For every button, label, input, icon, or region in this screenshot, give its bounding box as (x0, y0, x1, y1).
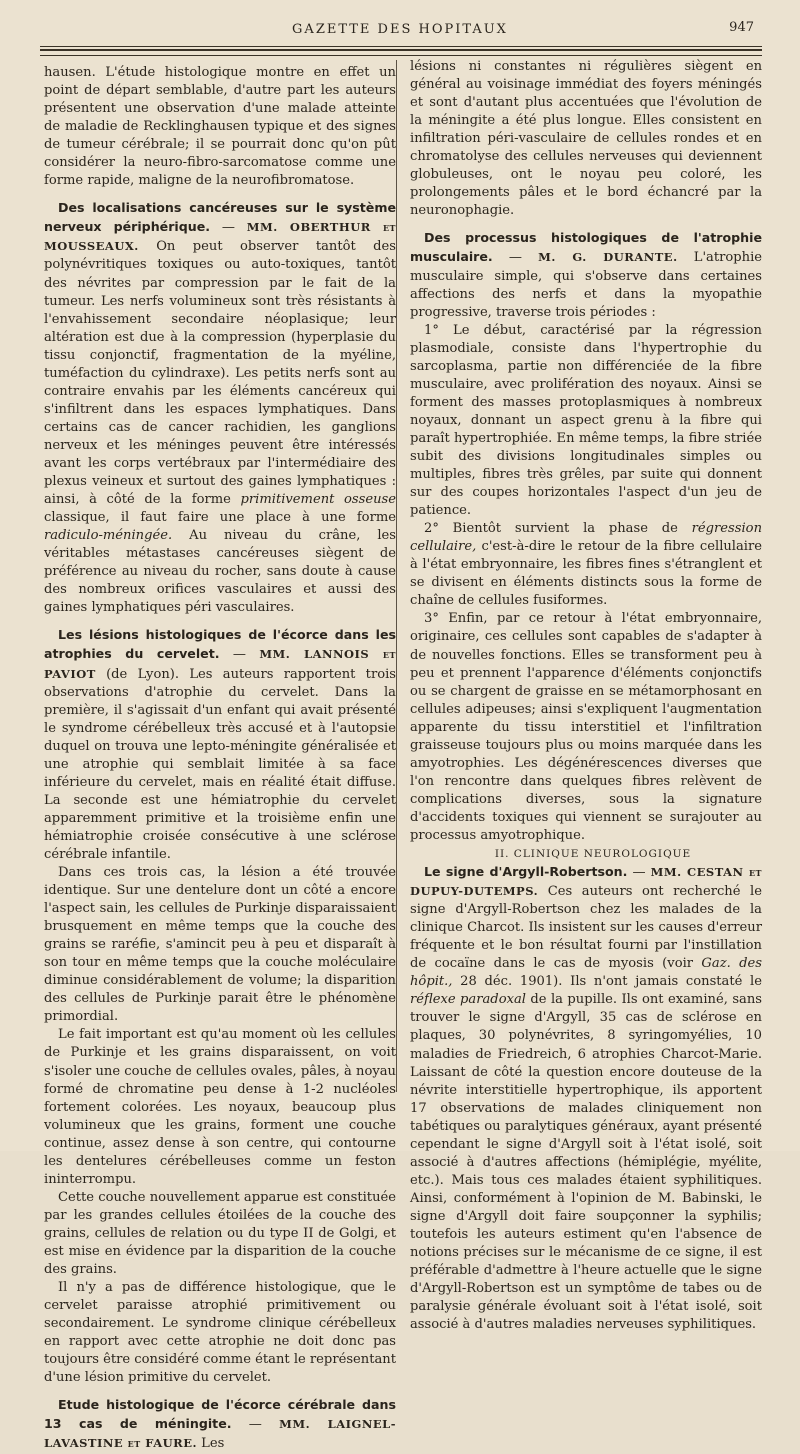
article-heading: Les lésions histologiques de l'écorce dans les atrophies du cervelet. (44, 627, 396, 662)
article-argyll-robertson: Le signe d'Argyll-Robertson. — MM. CESTAN et DUPUY-DUTEMPS. Ces auteurs ont recherché le signe d'Argyll-Robertson chez les malades de la clinique Charcot. Ils insistent sur les causes d'erreur fréquente et le bon résultat fourni par l'instillation de cocaïne dans le cas de myosis (voir Gaz. des hôpit., 28 déc. 1901). Ils n'ont jamais constaté le réflexe paradoxal de la pupille. Ils ont examiné, sans trouver le signe d'Argyll, 35 cas de sclérose en plaques, 30 polynévrites, 8 syringomyélies, 10 maladies de Friedreich, 6 atrophies Charcot-Marie. Laissant de côté la question encore douteuse de la névrite interstitielle hypertrophique, ils apportent 17 observations de malades cliniquement non tabétiques ou paralytiques généraux, ayant présenté cependant le signe d'Argyll soit à l'état isolé, soit associé à d'autres affections (hémiplégie, myélite, etc.). Mais tous ces malades étaient syphilitiques. Ainsi, conformément à l'opinion de M. Babinski, le signe d'Argyll doit faire soupçonner la syphilis; toutefois les auteurs estiment qu'en l'absence de notions précises sur le mécanisme de ce signe, il est préférable d'admettre à l'heure actuelle que le signe d'Argyll-Robertson est un symptôme de tabes ou de paralysie générale évoluant soit à l'état isolé, soit associé à d'autres maladies nerveuses syphilitiques. (410, 864, 762, 1333)
column-divider (396, 60, 397, 1092)
paragraph: Le fait important est qu'au moment où les cellules de Purkinje et les grains disparaissent, on voit s'isoler une couche de cellules ovales, pâles, à noyau formé de chromatine peu dense à 1-2 nucléoles fortement colorées. Les noyaux, beaucoup plus volumineux que les grains, forment une couche continue, assez dense à son centre, qui contourne les dentelures cérébelleuses comme un feston ininterrompu. (44, 1027, 396, 1187)
article-authors: MM. OBERTHUR et MOUSSEAUX. (44, 220, 397, 254)
article-heading: Des localisations cancéreuses sur le système nerveux périphérique. (44, 200, 396, 235)
paragraph: hausen. L'étude histologique montre en effet un point de départ semblable, d'autre part les auteurs présentent une observation d'une malade atteinte de maladie de Recklinghausen typique et des signes de tumeur cérébrale; il se pourrait donc qu'on pût considérer la neuro-fibro-sarcomatose comme une forme rapide, maligne de la neurofibromatose. (44, 65, 396, 189)
article-authors: MM. LAIGNEL-LAVASTINE et FAURE. (44, 1417, 396, 1451)
paragraph: 3° Enfin, par ce retour à l'état embryonnaire, originaire, ces cellules sont capables de s'adapter à de nouvelles fonctions. Elles se transforment peu à peu et prennent l'apparence d'éléments conjonctifs ou se chargent de graisse en se métamorphosant en cellules adipeuses; ainsi s'expliquent l'augmentation apparente du tissu interstitiel et l'infiltration graisseuse toujours plus ou moins marquée dans les amyotrophies. Les dégénérescences diverses que l'on rencontre dans quelques fibres relèvent de complications diverses, sous la signature d'accidents toxiques qui viennent se surajouter au processus amyotrophique. (410, 611, 762, 843)
right-column (410, 58, 762, 1334)
article-heading: Des processus histologiques de l'atrophie musculaire. (410, 230, 762, 265)
page-number: 947 (729, 20, 754, 35)
article-authors: MM. LANNOIS et PAVIOT (44, 647, 396, 681)
article-heading: Le signe d'Argyll-Robertson. (424, 864, 628, 880)
paragraph: Dans ces trois cas, la lésion a été trouvée identique. Sur une dentelure dont un côté a encore l'aspect sain, les cellules de Purkinje disparaissaient brusquement en même temps que la couche des grains se raréfie, s'amincit peu à peu et disparaît à son tour en même temps que la couche moléculaire diminue considérablement de volume; la disparition des cellules de Purkinje parait être le phénomène primordial. (44, 865, 396, 1025)
header-rule-lower (40, 55, 762, 56)
paragraph: 1° Le début, caractérisé par la régression plasmodiale, consiste dans l'hypertrophie du sarcoplasma, partie non différenciée de la fibre musculaire, avec prolifération des noyaux. Ainsi se forment des masses protoplasmiques à nombreux noyaux, donnant un aspect grenu à la fibre qui paraît hypertrophiée. En même temps, la fibre striée subit des divisions longitudinales simples ou multiples, fibres très grêles, par suite qui donnent sur des coupes horizontales l'aspect d'un jeu de patience. (410, 322, 762, 519)
header-rule (40, 46, 762, 47)
left-column (44, 64, 396, 1454)
journal-title: GAZETTE DES HOPITAUX (292, 22, 508, 37)
article-cervelet: Les lésions histologiques de l'écorce dans les atrophies du cervelet. — MM. LANNOIS et PAVIOT (de Lyon). Les auteurs rapportent trois observations d'atrophie du cervelet. Dans la première, il s'agissait d'un enfant qui avait présenté le syndrome cérébelleux très accusé et à l'autopsie duquel on trouva une lepto-méningite généralisée et une atrophie qui semblait limitée à sa face inférieure du cervelet, mais en réalité était diffuse. La seconde est une hémiatrophie du cervelet apparemment primitive et la troisième enfin une hémiatrophie croisée consécutive à une sclérose cérébrale infantile. (44, 627, 396, 862)
paragraph: Cette couche nouvellement apparue est constituée par les grandes cellules étoilées de la couche des grains, cellules de relation ou du type II de Golgi, et est mise en évidence par la disparition de la couche des grains. (44, 1189, 396, 1278)
header-rule-thick (40, 49, 762, 51)
paragraph: Il n'y a pas de différence histologique, que le cervelet paraisse atrophié primitivement ou secondairement. Le syndrome clinique cérébelleux en rapport avec cette atrophie ne doit donc pas toujours être considéré comme étant le représentant d'une lésion primitive du cervelet. (44, 1280, 396, 1386)
article-neuro-cancer: Des localisations cancéreuses sur le système nerveux périphérique. — MM. OBERTHUR et MOUSSEAUX. On peut observer tantôt des polynévritiques toxiques ou auto-toxiques, tantôt des névrites par compression par le fait de la tumeur. Les nerfs volumineux sont très résistants à l'envahissement secondaire néoplasique; leur altération est due à la compression (hyperplasie du tissu conjonctif, fragmentation de la myéline, tuméfaction du cylindraxe). Les petits nerfs sont au contraire envahis par les éléments cancéreux qui s'infiltrent dans les espaces lymphatiques. Dans certains cas de cancer rachidien, les ganglions nerveux et les méninges peuvent être intéressés avant les corps vertébraux par l'intermédiaire des plexus veineux et surtout des gaines lymphatiques : ainsi, à côté de la forme primitivement osseuse classique, il faut faire une place à une forme radiculo-méningée. Au niveau du crâne, les véritables métastases cancéreuses siègent de préférence au niveau du rocher, sans doute à cause des nombreux orifices vasculaires et aussi des gaines lymphatiques péri vasculaires. (44, 200, 397, 616)
section-title: II. CLINIQUE NEUROLOGIQUE (494, 848, 692, 861)
article-authors: M. G. DURANTE. (538, 250, 678, 265)
page-header (40, 20, 760, 44)
article-meningite: Etude histologique de l'écorce cérébrale dans 13 cas de méningite. — MM. LAIGNEL-LAVASTINE et FAURE. Les (44, 1397, 396, 1452)
article-heading: Etude histologique de l'écorce cérébrale dans 13 cas de méningite. (44, 1397, 396, 1432)
article-authors: MM. CESTAN et DUPUY-DUTEMPS. (410, 865, 762, 899)
paragraph: lésions ni constantes ni régulières siègent en général au voisinage immédiat des foyers méningés et sont d'autant plus accentuées que l'évolution de la méningite a été plus longue. Elles consistent en infiltration péri-vasculaire de cellules rondes et en chromatolyse des cellules nerveuses qui deviennent globuleuses, ont le noyau peu coloré, les prolongements pâles et le bord échancré par la neuronophagie. (410, 59, 762, 219)
paragraph: 2° Bientôt survient la phase de régression cellulaire, c'est-à-dire le retour de la fibre cellulaire à l'état embryonnaire, les fibres fines s'étranglent et se divisent en éléments distincts sous la forme de chaîne de cellules fusiformes. (410, 521, 762, 609)
article-atrophie-musculaire: Des processus histologiques de l'atrophie musculaire. — M. G. DURANTE. L'atrophie musculaire simple, qui s'observe dans certaines affections des nerfs et dans la myopathie progressive, traverse trois périodes : (410, 230, 763, 320)
